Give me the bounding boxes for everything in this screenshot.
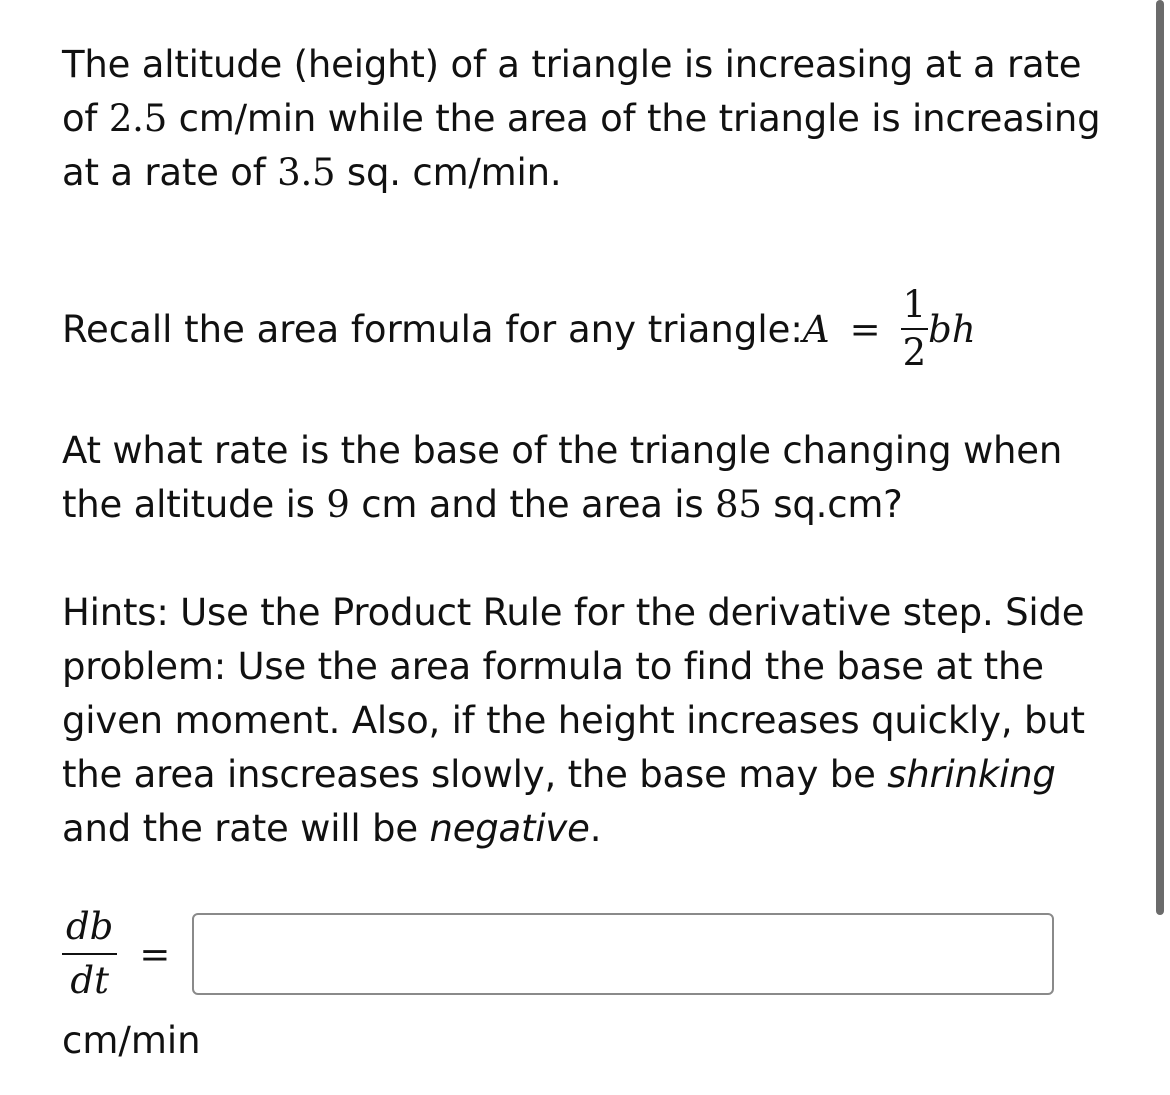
question-text: At what rate is the base of the triangle changing when the altitude is 9 cm and the area is 85 sq.cm? [62,429,1063,526]
area-formula-line: Recall the area formula for any triangle: A = $\frac{1}{2}$ bh [62,283,976,374]
problem-statement: The altitude (height) of a triangle is increasing at a rate of 2.5 cm/min while the area of the triangle is increasing at a rate of 3.5 sq. cm/min. [62,43,1101,194]
derivative-bar [62,953,117,955]
area-rate-value: 3.5 [277,151,336,194]
formula-fraction [901,284,929,374]
answer-row [62,905,1054,1003]
area-value: 85 [715,483,762,526]
hint-emphasis-shrinking: shrinking [887,753,1056,796]
altitude-rate-value: 2.5 [108,97,168,140]
fraction-denominator: 2 [902,331,927,374]
altitude-value: 9 [326,483,350,526]
answer-unit: cm/min [62,1019,201,1062]
derivative-numerator: db [66,905,114,948]
derivative-denominator: dt [70,959,109,1002]
formula-vars: bh [928,307,976,351]
hint-emphasis-negative: negative [429,807,590,850]
answer-equals: = [139,932,171,976]
hints-text: Hints: Use the Product Rule for the derivative step. Side problem: Use the area formula to find the base at the given moment. Also, if the height increases quickly, but the area inscreases slowly, the base may be shrinking and the rate will be negative. [62,591,1085,850]
fraction-numerator: 1 [902,283,927,326]
answer-input[interactable] [192,913,1054,995]
fraction-bar [901,328,929,330]
formula-lhs: A [802,307,830,351]
formula-equals: = [849,307,881,351]
derivative-fraction [62,905,117,1003]
question-body [62,38,1102,856]
scrollbar[interactable] [1156,0,1164,915]
